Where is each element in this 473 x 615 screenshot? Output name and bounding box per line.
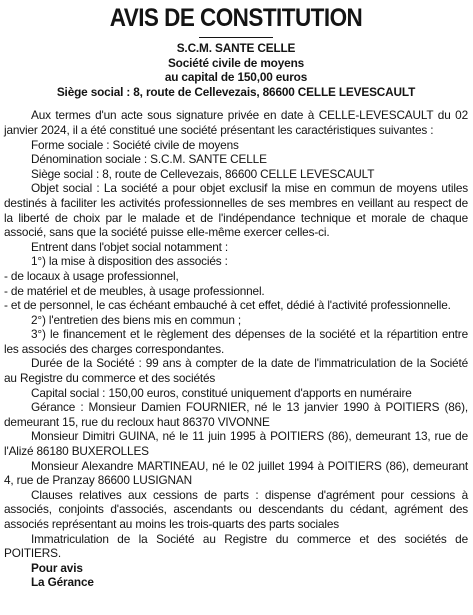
forme-sociale: Forme sociale : Société civile de moyens [31,137,239,152]
company-form: Société civile de moyens [167,55,305,70]
objet-subitem-materiel: - de matériel et de meubles, à usage professionnel. [4,283,265,298]
company-capital: au capital de 150,00 euros [164,70,308,85]
intro-paragraph: Aux termes d'un acte sous signature privée en date à CELLE-LEVESCAULT du 02 janvier 2024, il a été constitué une société présentant les caractéristiques suivantes : [4,108,468,137]
objet-intro: Entrent dans l'objet social notamment : [31,239,229,254]
title-divider [199,37,273,38]
clauses-cessions: Clauses relatives aux cessions de parts : dispense d'agrément pour cessions à associés, conjoints d'associés, ascendants ou descendants du cédant, agrément des associés représentant au moins les trois-quarts des parts sociales [4,487,468,531]
company-header [4,41,468,99]
signature-pour-avis: Pour avis [31,560,83,575]
gerance-fournier: Gérance : Monsieur Damien FOURNIER, né le 13 janvier 1990 à POITIERS (86), demeurant 15, rue du recloux haut 86370 VIVONNE [4,400,468,429]
objet-subitem-locaux: - de locaux à usage professionnel, [4,268,179,283]
objet-item-1: 1°) la mise à disposition des associés : [31,254,228,269]
signature-gerance: La Gérance [31,575,94,590]
notice-title: AVIS DE CONSTITUTION [109,4,363,32]
company-name: S.C.M. SANTE CELLE [176,41,296,55]
denomination-sociale: Dénomination sociale : S.C.M. SANTE CELLE [31,152,267,167]
gerance-guina: Monsieur Dimitri GUINA, né le 11 juin 1995 à POITIERS (86), demeurant 13, rue de l'Alizé 86180 BUXEROLLES [4,429,468,459]
objet-item-2: 2°) l'entretien des biens mis en commun ; [31,312,241,327]
siege-social: Siège social : 8, route de Cellevezais, 86600 CELLE LEVESCAULT [31,166,375,181]
objet-social: Objet social : La société a pour objet exclusif la mise en commun de moyens utiles destinés à faciliter les activités professionnelles de ses membres en veillant au respect de la liberté de choix par le malade et de l'indépendance technique et morale de chaque associé, sans que la société puisse elle-même exercer celles-ci. [4,181,468,240]
notice-body [4,108,468,560]
objet-item-3: 3°) le financement et le règlement des dépenses de la société et la répartition entre les associés des charges correspondantes. [4,327,468,356]
signature-block [4,561,468,590]
objet-subitem-personnel: - et de personnel, le cas échéant embauché à cet effet, dédié à l'activité professionnelle. [4,298,451,313]
immatriculation: Immatriculation de la Société au Registre du commerce et des sociétés de POITIERS. [4,531,468,561]
duree-societe: Durée de la Société : 99 ans à compter de la date de l'immatriculation de la Société au Registre du commerce et des sociétés [4,356,468,386]
company-address: Siège social : 8, route de Cellevezais, 86600 CELLE LEVESCAULT [56,84,416,99]
capital-social: Capital social : 150,00 euros, constitué uniquement d'apports en numéraire [31,385,412,400]
gerance-martineau: Monsieur Alexandre MARTINEAU, né le 02 juillet 1994 à POITIERS (86), demeurant 4, rue de Pranzay 86600 LUSIGNAN [4,458,468,488]
